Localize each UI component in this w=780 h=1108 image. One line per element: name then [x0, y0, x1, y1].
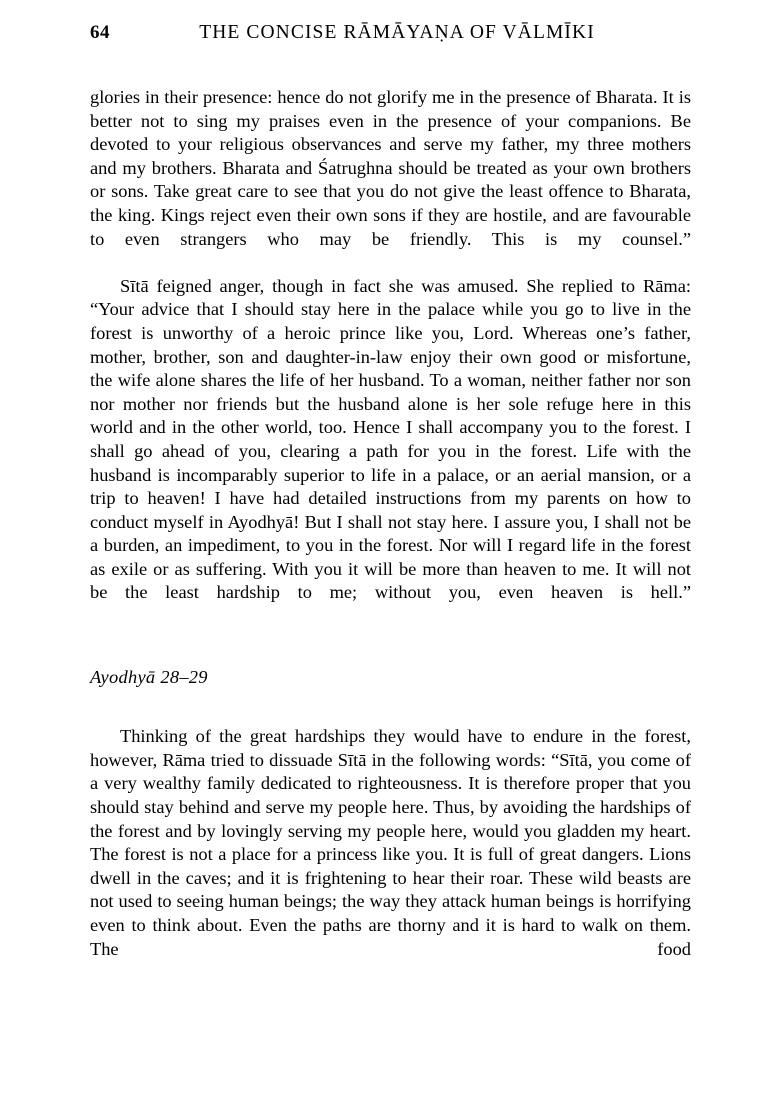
section-heading: Ayodhyā 28–29 — [90, 666, 208, 687]
paragraph-rama-dissuades: Thinking of the great hardships they would have to endure in the forest, however, Rāma tried to dissuade Sītā in the following words: “Sītā, you come of a very wealthy family dedicated to righteousness. It is therefore proper that you should stay behind and serve my people here. Thus, by avoiding the hardships of the forest and by lovingly serving my people here, would you gladden my heart. The forest is not a place for a princess like you. It is full of great dangers. Lions dwell in the caves; and it is frightening to hear their roar. These wild beasts are not used to seeing human beings; the way they attack human beings is horrifying even to think about. Even the paths are thorny and it is hard to walk on them. The food — [90, 726, 691, 959]
running-title: THE CONCISE RĀMĀYAṆA OF VĀLMĪKI — [199, 22, 595, 43]
running-head — [90, 20, 690, 46]
spacer-above-heading — [90, 629, 691, 666]
paragraph-continuation: glories in their presence: hence do not glorify me in the presence of Bharata. It is better not to sing my praises even in the presence of your companions. Be devoted to your religious observances and serve my father, my three mothers and my brothers. Bharata and Śatrughna should be treated as your own brothers or sons. Take great care to see that you do not give the least offence to Bharata, the king. Kings reject even their own sons if they are hostile, and are favourable to even strangers who may be friendly. This is my counsel.” — [90, 87, 691, 249]
paragraph-sita-reply: Sītā feigned anger, though in fact she was amused. She replied to Rāma: “Your advice that I should stay here in the palace while you go to live in the forest is unworthy of a heroic prince like you, Lord. Whereas one’s father, mother, brother, son and daughter-in-law enjoy their own good or misfortune, the wife alone shares the life of her husband. To a woman, neither father nor son nor mother nor friends but the husband alone is her sole refuge here in this world and in the other world, too. Hence I shall accompany you to the forest. I shall go ahead of you, clearing a path for you in the forest. Life with the husband is incomparably superior to life in a palace, or an aerial mansion, or a trip to heaven! I have had detailed instructions from my parents on how to conduct myself in Ayodhyā! But I shall not stay here. I assure you, I shall not be a burden, an impediment, to you in the forest. Nor will I regard life in the forest as exile or as suffering. With you it will be more than heaven to me. It will not be the least hardship to me; without you, even heaven is hell.” — [90, 275, 691, 603]
page-number: 64 — [90, 22, 110, 43]
spacer-below-heading — [90, 689, 691, 725]
body-text-column — [90, 86, 691, 985]
